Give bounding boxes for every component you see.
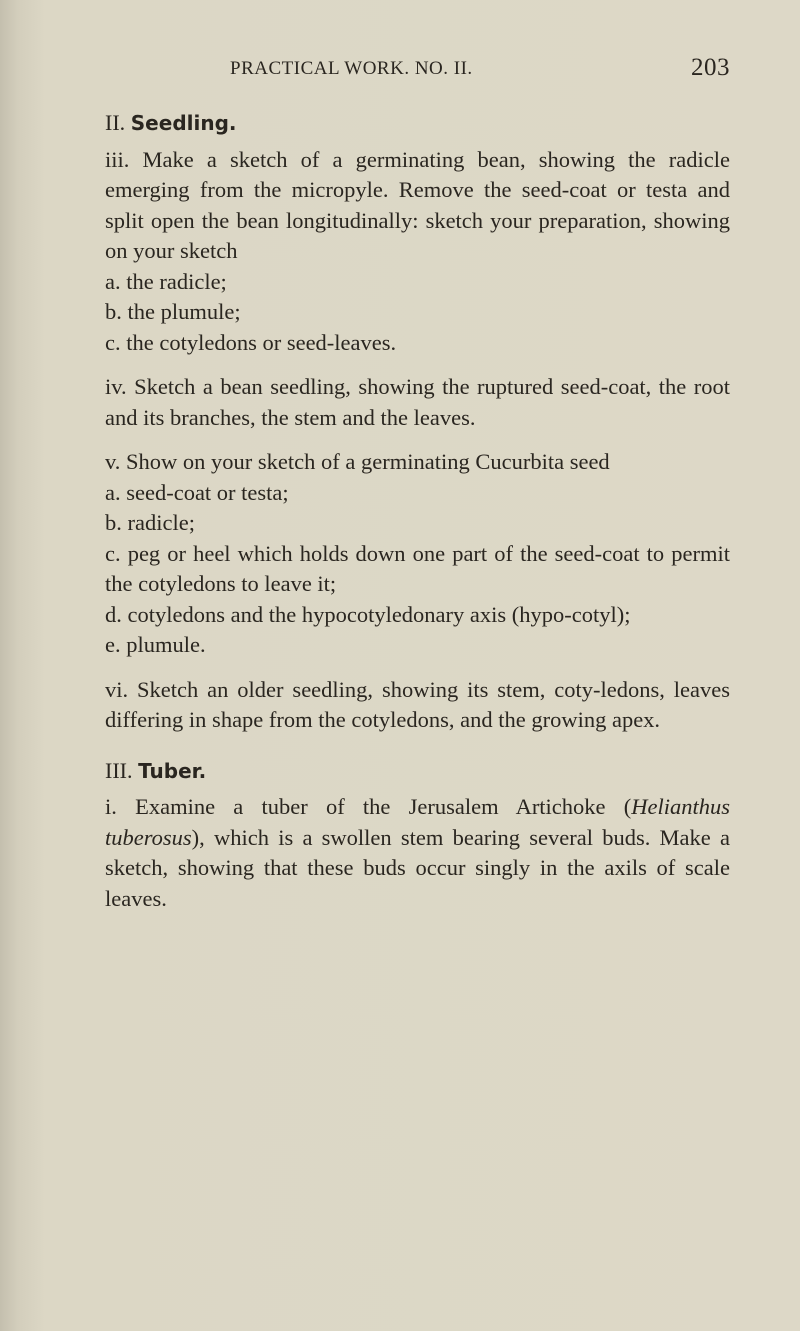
list-item: c. the cotyledons or seed-leaves. — [105, 329, 397, 355]
list-item: a. seed-coat or testa; — [105, 479, 289, 505]
paragraph-vi: vi. Sketch an older seedling, showing its stem, coty-ledons, leaves differing in shape from the cotyledons, and the growing apex. — [105, 676, 730, 732]
paragraph-iii: iii. Make a sketch of a germinating bean, showing the radicle emerging from the micropyle. Remove the seed-coat or testa and split open the bean longitudinally: sketch your preparation, showing on your sketch — [105, 146, 730, 263]
page-body — [105, 108, 730, 914]
page-number: 203 — [691, 54, 730, 81]
paragraph-iv: iv. Sketch a bean seedling, showing the ruptured seed-coat, the root and its branches, the stem and the leaves. — [105, 374, 730, 430]
list-item: b. radicle; — [105, 510, 195, 535]
paragraph-v: v. Show on your sketch of a germinating Cucurbita seed — [105, 449, 610, 474]
list-item: e. plumule. — [105, 632, 206, 657]
paragraph-tuber-i: i. Examine a tuber of the Jerusalem Artichoke (Helianthus tuberosus), which is a swollen stem bearing several buds. Make a sketch, showing that these buds occur singly in the axils of scale leaves. — [105, 794, 730, 911]
list-item: a. the radicle; — [105, 268, 227, 294]
header-title: PRACTICAL WORK. NO. II. — [230, 58, 473, 79]
section-heading-seedling: II. Seedling. — [105, 110, 237, 135]
list-item: d. cotyledons and the hypocotyledonary axis (hypo-cotyl); — [105, 601, 631, 627]
latin-name: Helianthus tuberosus — [105, 794, 730, 850]
list-item: b. the plumule; — [105, 299, 241, 324]
list-item: c. peg or heel which holds down one part of the seed-coat to permit the cotyledons to leave it; — [105, 540, 730, 596]
section-heading-tuber: III. Tuber. — [105, 757, 207, 783]
